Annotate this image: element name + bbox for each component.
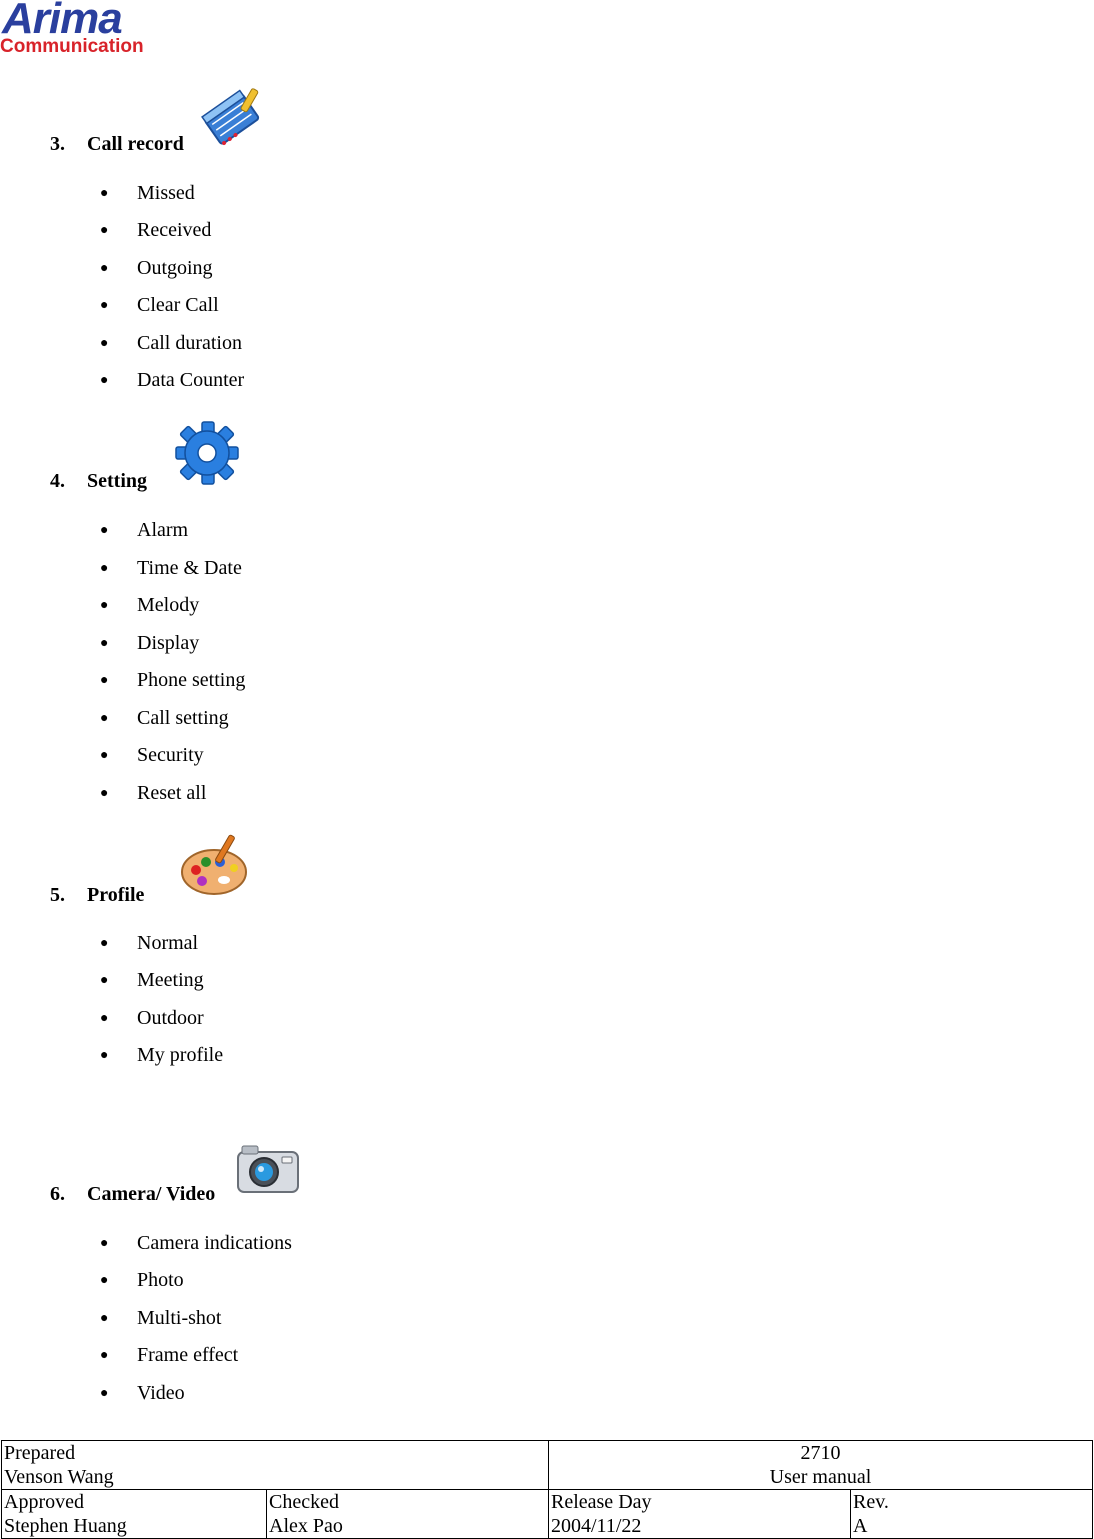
list-item: ● Clear Call — [100, 294, 219, 316]
list-item: ● Meeting — [100, 969, 204, 991]
list-item: ● Outdoor — [100, 1007, 204, 1029]
section-number: 3. — [50, 133, 65, 155]
prepared-label: Prepared — [4, 1442, 76, 1464]
document-footer-table — [1, 1440, 1093, 1539]
prepared-name: Venson Wang — [4, 1466, 114, 1488]
section-heading-camera-video — [50, 1183, 215, 1206]
list-item: ● Time & Date — [100, 557, 242, 579]
section-title: Profile — [87, 884, 145, 906]
section-number: 6. — [50, 1183, 65, 1205]
list-item: ● Camera indications — [100, 1232, 292, 1254]
camera-icon — [234, 1140, 302, 1198]
approved-label: Approved — [4, 1491, 84, 1513]
checked-label: Checked — [269, 1491, 339, 1513]
section-number: 5. — [50, 884, 65, 906]
checked-cell — [267, 1490, 549, 1539]
list-item: ● Missed — [100, 182, 195, 204]
list-item: ● Data Counter — [100, 369, 245, 391]
list-item: ● Outgoing — [100, 257, 213, 279]
list-item: ● Reset all — [100, 782, 207, 804]
release-date: 2004/11/22 — [551, 1515, 642, 1537]
palette-icon — [178, 832, 252, 898]
section-heading-setting — [50, 470, 147, 493]
list-item: ● Alarm — [100, 519, 189, 541]
section-number: 4. — [50, 470, 65, 492]
list-item: ● Received — [100, 219, 212, 241]
list-item: ● Call setting — [100, 707, 229, 729]
document-title: User manual — [769, 1466, 872, 1488]
prepared-cell — [2, 1441, 549, 1490]
release-cell — [549, 1490, 851, 1539]
list-item: ● Call duration — [100, 332, 242, 354]
list-item: ● Security — [100, 744, 204, 766]
list-item: ● Photo — [100, 1269, 184, 1291]
list-item: ● Phone setting — [100, 669, 246, 691]
checked-name: Alex Pao — [269, 1515, 343, 1537]
approved-name: Stephen Huang — [4, 1515, 127, 1537]
section-title: Call record — [87, 133, 184, 155]
section-title: Setting — [87, 470, 147, 492]
release-label: Release Day — [551, 1491, 652, 1513]
list-item: ● Normal — [100, 932, 199, 954]
list-item: ● Display — [100, 632, 200, 654]
list-item: ● My profile — [100, 1044, 224, 1066]
section-title: Camera/ Video — [87, 1183, 216, 1205]
logo-subtext: Communication — [0, 36, 144, 57]
list-item: ● Video — [100, 1382, 185, 1404]
section-heading-call-record — [50, 133, 184, 156]
logo-mark: Arima — [2, 0, 122, 43]
revision-cell — [851, 1490, 1093, 1539]
document-id-cell — [549, 1441, 1093, 1490]
list-item: ● Melody — [100, 594, 200, 616]
call-record-icon — [198, 80, 274, 150]
approved-cell — [2, 1490, 267, 1539]
company-logo — [0, 0, 155, 60]
document-number: 2710 — [800, 1442, 841, 1464]
revision-label: Rev. — [853, 1491, 889, 1513]
list-item: ● Frame effect — [100, 1344, 239, 1366]
gear-icon — [172, 418, 242, 488]
section-heading-profile — [50, 884, 144, 907]
list-item: ● Multi-shot — [100, 1307, 222, 1329]
revision-value: A — [853, 1515, 868, 1537]
